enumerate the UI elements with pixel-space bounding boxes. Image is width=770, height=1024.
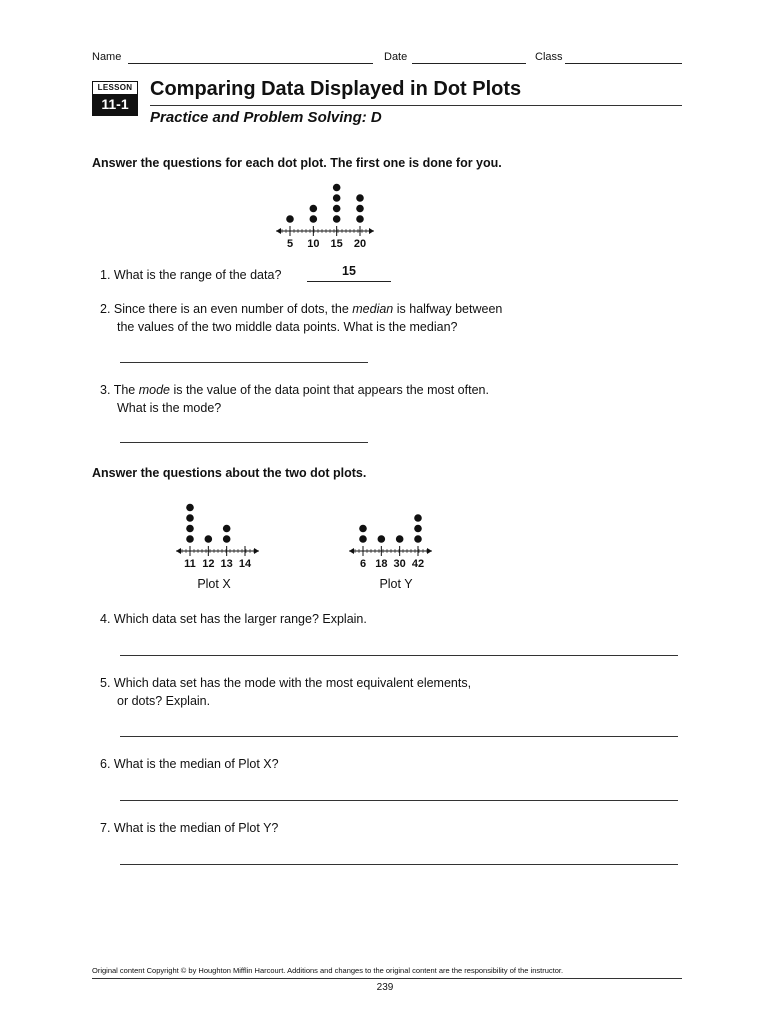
dot-y-42 [414, 535, 422, 543]
lesson-label: LESSON [97, 83, 133, 92]
dot-example-20 [356, 194, 364, 202]
question-3-number: 3. [100, 383, 111, 397]
question-5-line2: or dots? Explain. [117, 694, 211, 708]
dot-example-20 [356, 215, 364, 223]
dot-plot-y [343, 492, 438, 572]
question-5-answer-line[interactable] [120, 736, 678, 737]
page-number: 239 [376, 982, 394, 993]
question-2-number: 2. [100, 302, 111, 316]
question-3-term: mode [138, 383, 170, 397]
question-5-line1: Which data set has the mode with the most equivalent elements, [113, 676, 472, 690]
question-5 [100, 674, 471, 710]
question-2 [100, 300, 502, 336]
date-label: Date [384, 51, 408, 63]
dot-x-13 [223, 525, 231, 533]
dot-x-12 [205, 535, 213, 543]
question-1 [100, 266, 281, 284]
axis-arrow-right [369, 228, 374, 234]
question-3-text-b: is the value of the data point that appears the most often. [169, 383, 489, 397]
plot-y-caption: Plot Y [379, 577, 413, 591]
dot-y-42 [414, 525, 422, 533]
axis-arrow-left [349, 548, 354, 554]
dot-x-11 [186, 525, 194, 533]
dot-y-30 [396, 535, 404, 543]
dot-x-13 [223, 535, 231, 543]
dot-y-42 [414, 514, 422, 522]
date-field[interactable] [412, 51, 526, 64]
dot-x-11 [186, 514, 194, 522]
dot-example-20 [356, 205, 364, 213]
question-4-answer-line[interactable] [120, 655, 678, 656]
question-2-text-a: Since there is an even number of dots, the [113, 302, 353, 316]
question-6-number: 6. [100, 757, 111, 771]
title-divider [150, 105, 682, 106]
axis-arrow-left [176, 548, 181, 554]
question-6-answer-line[interactable] [120, 800, 678, 801]
dot-x-11 [186, 504, 194, 512]
question-7-answer-line[interactable] [120, 864, 678, 865]
question-3 [100, 381, 489, 417]
question-4-number: 4. [100, 612, 111, 626]
dot-y-6 [359, 525, 367, 533]
question-1-answer[interactable]: 15 [307, 264, 391, 282]
question-1-text: What is the range of the data? [113, 268, 282, 282]
question-5-number: 5. [100, 676, 111, 690]
tick-label-5: 5 [286, 238, 294, 250]
lesson-number: 11-1 [93, 94, 137, 115]
tick-label-6: 6 [359, 558, 367, 570]
tick-label-15: 15 [330, 238, 343, 250]
axis-arrow-right [254, 548, 259, 554]
lesson-badge [92, 81, 138, 116]
dot-example-15 [333, 215, 341, 223]
dot-example-15 [333, 194, 341, 202]
axis-arrow-left [276, 228, 281, 234]
question-2-term: median [352, 302, 394, 316]
dot-example-15 [333, 205, 341, 213]
question-2-text-b: is halfway between [393, 302, 503, 316]
question-1-number: 1. [100, 268, 111, 282]
question-3-answer-line[interactable] [120, 442, 368, 443]
tick-label-11: 11 [184, 558, 196, 570]
question-2-line2: the values of the two middle data points. What is the median? [117, 320, 458, 334]
question-2-answer-line[interactable] [120, 362, 368, 363]
name-label: Name [92, 51, 122, 63]
dot-y-18 [378, 535, 386, 543]
tick-label-18: 18 [375, 558, 388, 570]
section2-instruction: Answer the questions about the two dot plots. [92, 466, 367, 480]
footer-divider [92, 978, 682, 979]
page-title: Comparing Data Displayed in Dot Plots [150, 78, 522, 100]
dot-plot-x [170, 492, 265, 572]
tick-label-13: 13 [220, 558, 233, 570]
axis-arrow-right [427, 548, 432, 554]
dot-plot-example [270, 172, 380, 252]
tick-label-12: 12 [202, 558, 215, 570]
section1-instruction: Answer the questions for each dot plot. The first one is done for you. [92, 156, 502, 170]
dot-example-10 [310, 205, 318, 213]
tick-label-20: 20 [353, 238, 367, 250]
tick-label-30: 30 [393, 558, 406, 570]
question-7-text: What is the median of Plot Y? [113, 821, 279, 835]
question-7-number: 7. [100, 821, 111, 835]
question-4 [100, 610, 367, 628]
dot-y-6 [359, 535, 367, 543]
question-6 [100, 755, 279, 773]
question-3-text-a: The [113, 383, 139, 397]
question-6-text: What is the median of Plot X? [113, 757, 279, 771]
dot-example-5 [286, 215, 294, 223]
dot-x-11 [186, 535, 194, 543]
tick-label-10: 10 [307, 238, 320, 250]
dot-example-15 [333, 184, 341, 192]
class-field[interactable] [565, 51, 682, 64]
question-7 [100, 819, 278, 837]
page-subtitle: Practice and Problem Solving: D [150, 109, 382, 126]
question-3-line2: What is the mode? [117, 401, 222, 415]
tick-label-42: 42 [411, 558, 425, 570]
dot-example-10 [310, 215, 318, 223]
class-label: Class [535, 51, 563, 63]
plot-x-caption: Plot X [197, 577, 231, 591]
name-field[interactable] [128, 51, 373, 64]
copyright-notice: Original content Copyright © by Houghton Mifflin Harcourt. Additions and changes to the original content are the responsibility of the instructor. [92, 966, 564, 975]
tick-label-14: 14 [238, 558, 252, 570]
question-4-text: Which data set has the larger range? Explain. [113, 612, 367, 626]
